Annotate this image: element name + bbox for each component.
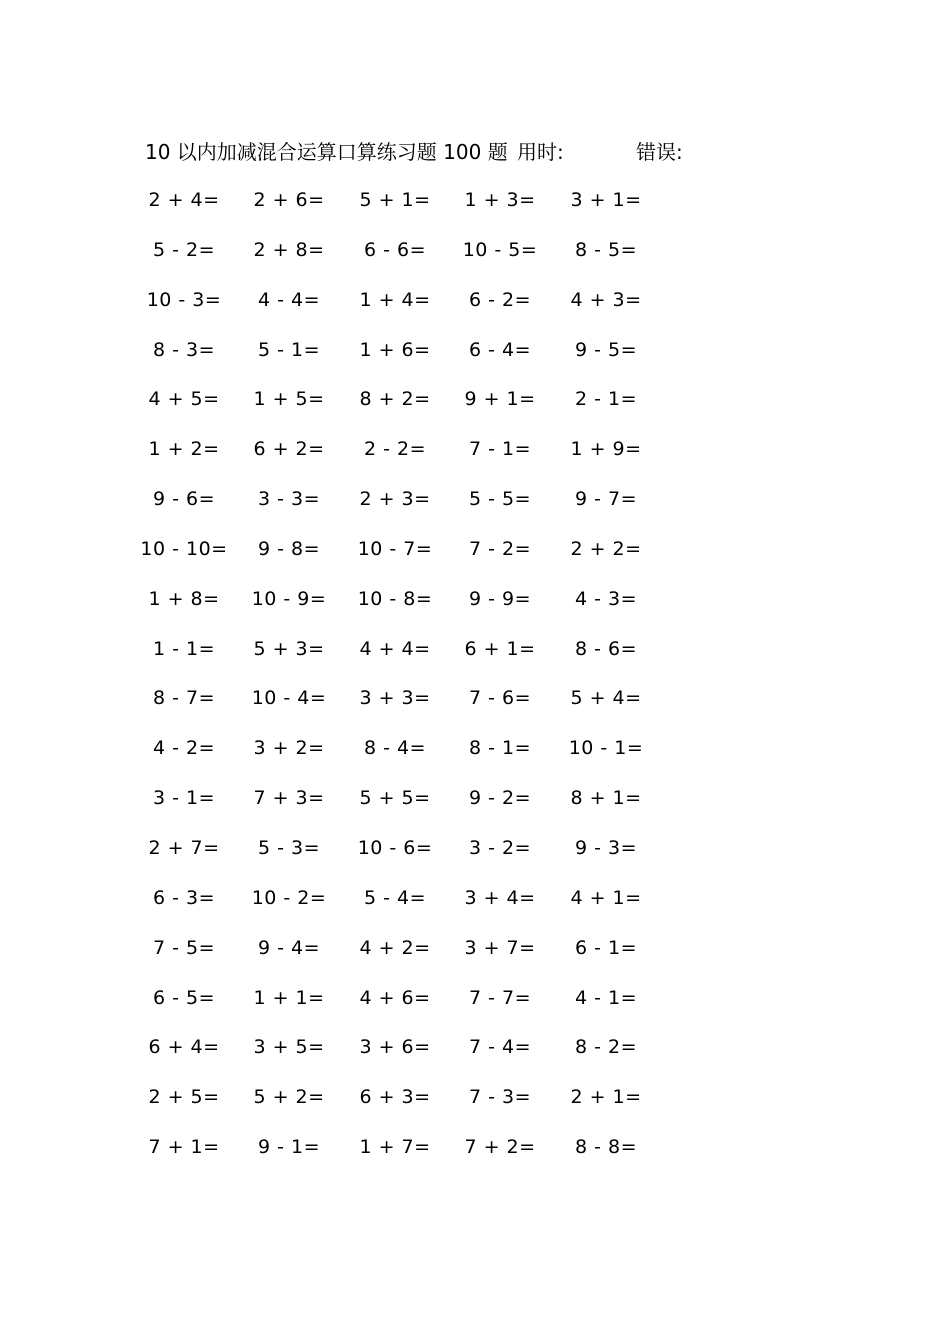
problem-grid xyxy=(0,185,950,1182)
problem-row xyxy=(0,883,950,933)
math-problem: 1 + 4= xyxy=(359,288,431,311)
math-problem: 9 - 2= xyxy=(468,787,532,810)
math-problem: 7 - 3= xyxy=(468,1086,532,1109)
math-problem: 2 + 6= xyxy=(253,189,325,211)
problem-row xyxy=(0,783,950,833)
math-problem: 5 + 4= xyxy=(570,687,642,710)
math-problem: 7 - 6= xyxy=(468,687,532,710)
math-problem: 8 - 1= xyxy=(468,737,532,760)
math-problem: 7 + 2= xyxy=(464,1136,536,1159)
math-problem: 7 + 1= xyxy=(148,1136,220,1159)
math-problem: 10 - 8= xyxy=(357,587,433,610)
math-problem: 2 + 8= xyxy=(253,238,325,261)
problem-row xyxy=(0,335,950,385)
problem-row xyxy=(0,634,950,684)
math-problem: 8 + 2= xyxy=(359,388,431,411)
math-problem: 7 - 5= xyxy=(152,936,216,959)
math-problem: 5 + 1= xyxy=(359,189,431,211)
math-problem: 8 - 5= xyxy=(574,238,638,261)
math-problem: 2 + 1= xyxy=(570,1086,642,1109)
math-problem: 10 - 1= xyxy=(568,737,644,760)
math-problem: 3 + 2= xyxy=(253,737,325,760)
math-problem: 3 + 7= xyxy=(464,936,536,959)
math-problem: 9 + 1= xyxy=(464,388,536,411)
math-problem: 10 - 4= xyxy=(251,687,327,710)
math-problem: 8 - 7= xyxy=(152,687,216,710)
math-problem: 5 + 2= xyxy=(253,1086,325,1109)
math-problem: 5 + 3= xyxy=(253,637,325,660)
math-problem: 7 - 4= xyxy=(468,1036,532,1059)
math-problem: 9 - 3= xyxy=(574,836,638,859)
math-problem: 1 - 1= xyxy=(152,637,216,660)
math-problem: 5 - 2= xyxy=(152,238,216,261)
problem-row xyxy=(0,983,950,1033)
math-problem: 3 - 2= xyxy=(468,836,532,859)
math-problem: 9 - 8= xyxy=(257,537,321,560)
math-problem: 10 - 2= xyxy=(251,886,327,909)
math-problem: 6 + 4= xyxy=(148,1036,220,1059)
problem-row xyxy=(0,285,950,335)
problem-row xyxy=(0,584,950,634)
math-problem: 2 + 2= xyxy=(570,537,642,560)
math-problem: 2 + 5= xyxy=(148,1086,220,1109)
math-problem: 8 - 8= xyxy=(574,1136,638,1159)
math-problem: 9 - 6= xyxy=(152,488,216,511)
math-problem: 10 - 6= xyxy=(357,836,433,859)
math-problem: 5 - 3= xyxy=(257,836,321,859)
math-problem: 1 + 8= xyxy=(148,587,220,610)
math-problem: 5 - 4= xyxy=(363,886,427,909)
problem-row xyxy=(0,1132,950,1182)
math-problem: 3 + 4= xyxy=(464,886,536,909)
math-problem: 5 + 5= xyxy=(359,787,431,810)
math-problem: 3 + 5= xyxy=(253,1036,325,1059)
math-problem: 4 - 3= xyxy=(574,587,638,610)
math-problem: 9 - 1= xyxy=(257,1136,321,1159)
math-problem: 9 - 5= xyxy=(574,338,638,361)
math-problem: 9 - 9= xyxy=(468,587,532,610)
problem-row xyxy=(0,1082,950,1132)
math-problem: 4 - 2= xyxy=(152,737,216,760)
math-problem: 1 + 1= xyxy=(253,986,325,1009)
problem-row xyxy=(0,733,950,783)
worksheet-title: 10 以内加减混合运算口算练习题 100 题 xyxy=(145,140,508,164)
math-problem: 9 - 4= xyxy=(257,936,321,959)
math-problem: 4 + 2= xyxy=(359,936,431,959)
math-problem: 2 + 7= xyxy=(148,836,220,859)
math-problem: 1 + 9= xyxy=(570,438,642,461)
problem-row xyxy=(0,933,950,983)
math-problem: 10 - 3= xyxy=(146,288,222,311)
problem-row xyxy=(0,235,950,285)
math-problem: 9 - 7= xyxy=(574,488,638,511)
math-problem: 2 + 3= xyxy=(359,488,431,511)
math-problem: 4 + 5= xyxy=(148,388,220,411)
problem-row xyxy=(0,534,950,584)
math-problem: 4 + 1= xyxy=(570,886,642,909)
problem-row xyxy=(0,833,950,883)
math-problem: 5 - 5= xyxy=(468,488,532,511)
problem-row xyxy=(0,1032,950,1082)
problem-row xyxy=(0,384,950,434)
math-problem: 7 - 1= xyxy=(468,438,532,461)
math-problem: 6 + 1= xyxy=(464,637,536,660)
math-problem: 6 - 1= xyxy=(574,936,638,959)
math-problem: 6 - 5= xyxy=(152,986,216,1009)
math-problem: 8 - 3= xyxy=(152,338,216,361)
math-problem: 7 + 3= xyxy=(253,787,325,810)
math-problem: 3 + 6= xyxy=(359,1036,431,1059)
problem-row xyxy=(0,484,950,534)
math-problem: 10 - 9= xyxy=(251,587,327,610)
math-problem: 6 - 6= xyxy=(363,238,427,261)
math-problem: 10 - 7= xyxy=(357,537,433,560)
math-problem: 8 + 1= xyxy=(570,787,642,810)
worksheet-header xyxy=(145,137,745,167)
math-problem: 6 + 3= xyxy=(359,1086,431,1109)
math-problem: 1 + 3= xyxy=(464,189,536,211)
math-problem: 7 - 2= xyxy=(468,537,532,560)
time-used-label: 用时: xyxy=(517,140,564,164)
math-problem: 6 + 2= xyxy=(253,438,325,461)
math-problem: 6 - 4= xyxy=(468,338,532,361)
math-problem: 10 - 10= xyxy=(140,537,228,560)
math-problem: 4 - 1= xyxy=(574,986,638,1009)
math-problem: 2 - 2= xyxy=(363,438,427,461)
math-problem: 3 - 1= xyxy=(152,787,216,810)
problem-row xyxy=(0,185,950,235)
math-problem: 6 - 2= xyxy=(468,288,532,311)
math-problem: 10 - 5= xyxy=(462,238,538,261)
math-problem: 4 + 6= xyxy=(359,986,431,1009)
math-problem: 1 + 2= xyxy=(148,438,220,461)
errors-label: 错误: xyxy=(636,140,683,164)
math-problem: 4 - 4= xyxy=(257,288,321,311)
problem-row xyxy=(0,683,950,733)
math-problem: 3 + 1= xyxy=(570,189,642,211)
math-problem: 1 + 5= xyxy=(253,388,325,411)
math-problem: 8 - 4= xyxy=(363,737,427,760)
math-problem: 2 - 1= xyxy=(574,388,638,411)
math-problem: 8 - 2= xyxy=(574,1036,638,1059)
math-problem: 2 + 4= xyxy=(148,189,220,211)
math-problem: 1 + 6= xyxy=(359,338,431,361)
math-problem: 8 - 6= xyxy=(574,637,638,660)
math-problem: 7 - 7= xyxy=(468,986,532,1009)
problem-row xyxy=(0,434,950,484)
math-problem: 4 + 3= xyxy=(570,288,642,311)
math-problem: 4 + 4= xyxy=(359,637,431,660)
math-problem: 1 + 7= xyxy=(359,1136,431,1159)
math-problem: 5 - 1= xyxy=(257,338,321,361)
math-problem: 3 + 3= xyxy=(359,687,431,710)
math-problem: 6 - 3= xyxy=(152,886,216,909)
math-problem: 3 - 3= xyxy=(257,488,321,511)
